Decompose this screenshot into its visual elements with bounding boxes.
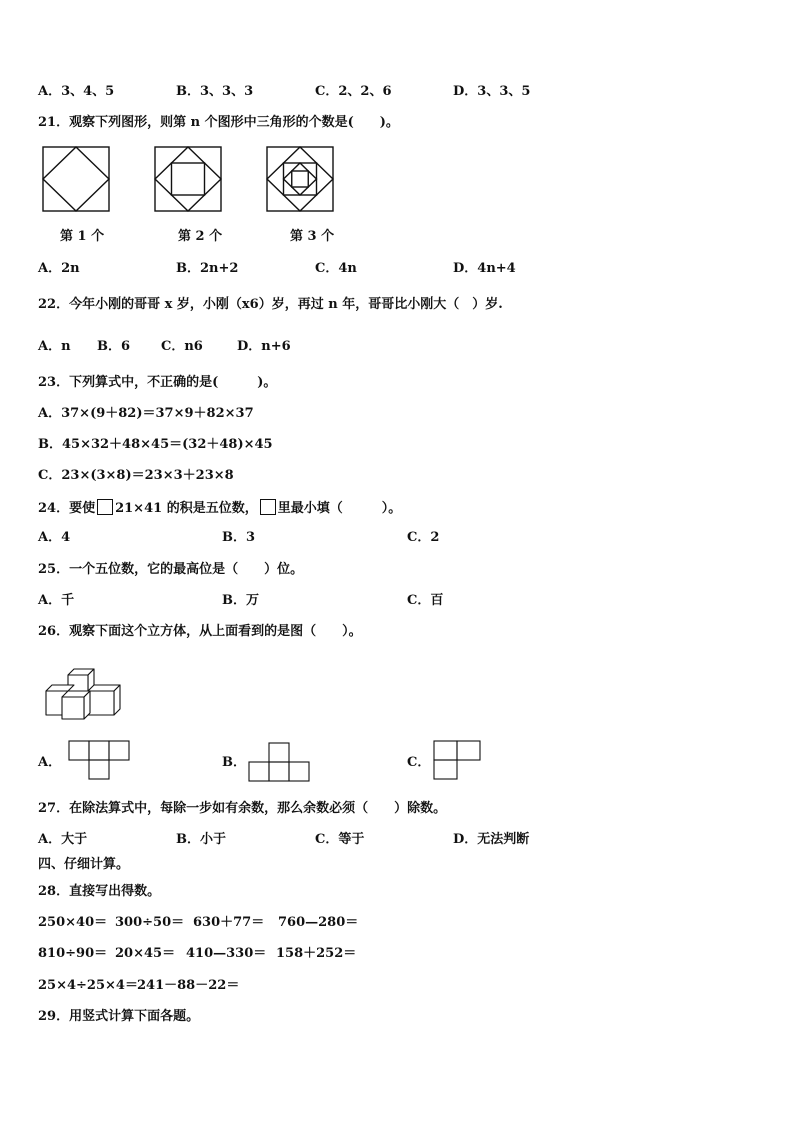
q28-item: 300÷50＝ [115,915,185,930]
q28-item: 25×4÷25×4＝ [38,978,138,993]
q22-stem: 22．今年小刚的哥哥 x 岁，小刚（x6）岁，再过 n 年，哥哥比小刚大（ ）岁. [38,297,503,312]
q22-option-a: A．n [38,339,71,354]
q26-option-a-label: A． [38,755,62,770]
q27-stem: 27．在除法算式中，每除一步如有余数，那么余数必须（ ）除数。 [38,801,447,816]
q26-option-c-figure [433,740,481,780]
q21-option-c: C．4n [315,261,357,276]
q20-option-b: B．3、3、3 [176,84,254,99]
q24-stem [38,499,401,517]
q24-option-a: A．4 [38,530,71,545]
q28-item: 410—330＝ [186,946,267,961]
q20-option-d: D．3、3、5 [453,84,531,99]
q28-item: 810÷90＝ [38,946,108,961]
q27-option-d: D．无法判断 [453,832,530,847]
q26-option-b-label: B． [222,755,246,770]
q23-option-a: A．37×(9＋82)＝37×9＋82×37 [38,406,254,421]
q26-option-a-figure [68,740,130,780]
q24-stem-part-3: 里最小填（ ）。 [277,501,402,516]
q23-stem: 23．下列算式中，不正确的是( )。 [38,375,277,390]
q23-option-c: C．23×(3×8)＝23×3＋23×8 [38,468,234,483]
q27-option-b: B．小于 [176,832,226,847]
q21-option-d: D．4n+4 [453,261,516,276]
q21-caption-3: 第 3 个 [290,229,335,244]
q25-option-a: A．千 [38,593,75,608]
q28-item: 158＋252＝ [276,946,357,961]
q29-stem: 29．用竖式计算下面各题。 [38,1009,200,1024]
q28-item: 630＋77＝ [193,915,265,930]
q24-option-b: B．3 [222,530,256,545]
q22-option-c: C．n6 [161,339,203,354]
q25-option-c: C．百 [407,593,444,608]
q28-item: 760—280＝ [278,915,359,930]
q21-caption-2: 第 2 个 [178,229,223,244]
q22-option-d: D．n+6 [237,339,291,354]
q24-option-c: C．2 [407,530,440,545]
q25-stem: 25．一个五位数，它的最高位是（ ）位。 [38,562,304,577]
q21-caption-1: 第 1 个 [60,229,105,244]
q28-item: 20×45＝ [115,946,176,961]
q24-stem-part-1: 24．要使 [38,501,96,516]
blank-box-icon [260,499,276,515]
q21-figure-1 [42,146,110,212]
q21-stem: 21．观察下列图形，则第 n 个图形中三角形的个数是( )。 [38,115,399,130]
q28-item: 250×40＝ [38,915,108,930]
q26-stem: 26．观察下面这个立方体，从上面看到的是图（ ）。 [38,624,362,639]
q27-option-a: A．大于 [38,832,88,847]
q22-option-b: B．6 [97,339,131,354]
section-heading: 四、仔细计算。 [38,857,130,872]
q21-figure-2 [154,146,222,212]
q26-cube-solid [44,667,124,723]
q26-option-c-label: C． [407,755,431,770]
q20-option-a: A．3、4、5 [38,84,115,99]
q25-option-b: B．万 [222,593,259,608]
q21-option-b: B．2n+2 [176,261,239,276]
q21-option-a: A．2n [38,261,80,276]
q24-stem-part-2: 21×41 的积是五位数， [115,501,258,516]
q20-option-c: C．2、2、6 [315,84,392,99]
q28-item: 241－88－22＝ [137,978,240,993]
q26-option-b-figure [248,742,310,782]
blank-box-icon [97,499,113,515]
q21-figure-3 [266,146,334,212]
q23-option-b: B．45×32＋48×45＝(32＋48)×45 [38,437,273,452]
q27-option-c: C．等于 [315,832,365,847]
q28-stem: 28．直接写出得数。 [38,884,161,899]
